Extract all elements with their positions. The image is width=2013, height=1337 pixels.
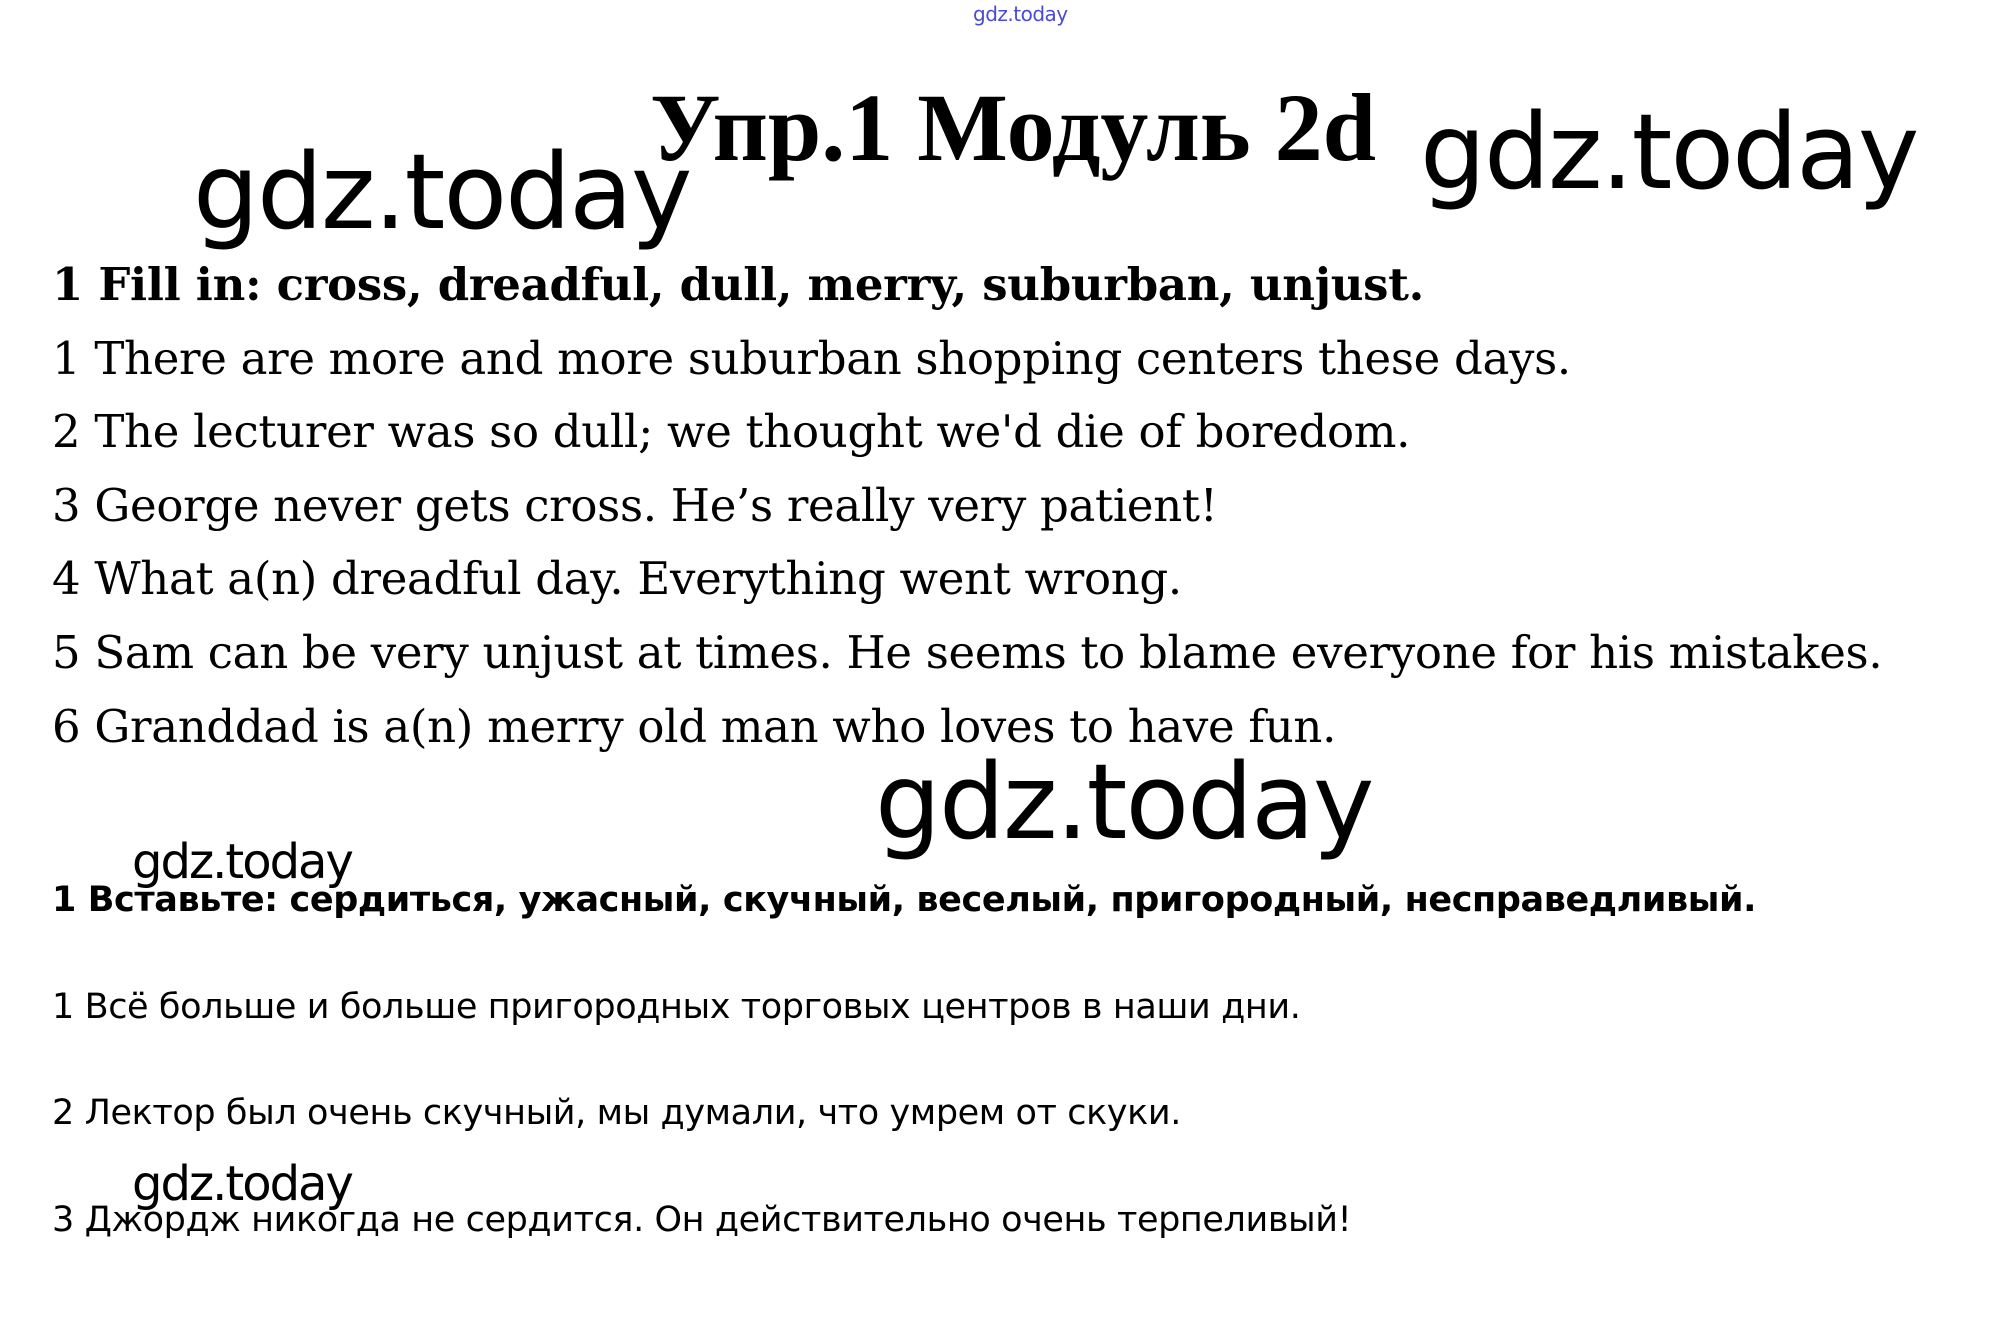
russian-sentence-3: 3 Джордж никогда не сердится. Он действительно очень терпеливый!: [52, 1200, 1352, 1240]
english-sentence-5: 5 Sam can be very unjust at times. He seems to blame everyone for his mistakes.: [52, 626, 1883, 679]
watermark-above-russian-item-3: gdz.today: [132, 1156, 352, 1212]
english-sentence-4: 4 What a(n) dreadful day. Everything went wrong.: [52, 552, 1182, 605]
top-watermark: gdz.today: [973, 2, 1068, 26]
watermark-right-of-title: gdz.today: [1420, 91, 1918, 213]
watermark-above-russian-heading: gdz.today: [132, 834, 352, 890]
english-sentence-1: 1 There are more and more suburban shopping centers these days.: [52, 332, 1571, 385]
english-sentence-6: 6 Granddad is a(n) merry old man who loves to have fun.: [52, 700, 1337, 753]
watermark-middle: gdz.today: [875, 741, 1373, 863]
english-sentence-2: 2 The lecturer was so dull; we thought we'd die of boredom.: [52, 405, 1411, 458]
russian-instruction: 1 Вставьте: сердиться, ужасный, скучный, веселый, пригородный, несправедливый.: [52, 880, 1757, 920]
russian-sentence-1: 1 Всё больше и больше пригородных торговых центров в наши дни.: [52, 987, 1301, 1027]
english-instruction: 1 Fill in: cross, dreadful, dull, merry, suburban, unjust.: [52, 258, 1424, 311]
page-title: Упр.1 Модуль 2d: [650, 74, 1377, 181]
english-sentence-3: 3 George never gets cross. He’s really very patient!: [52, 479, 1218, 532]
russian-sentence-2: 2 Лектор был очень скучный, мы думали, что умрем от скуки.: [52, 1093, 1181, 1133]
watermark-left-of-title: gdz.today: [193, 131, 691, 253]
